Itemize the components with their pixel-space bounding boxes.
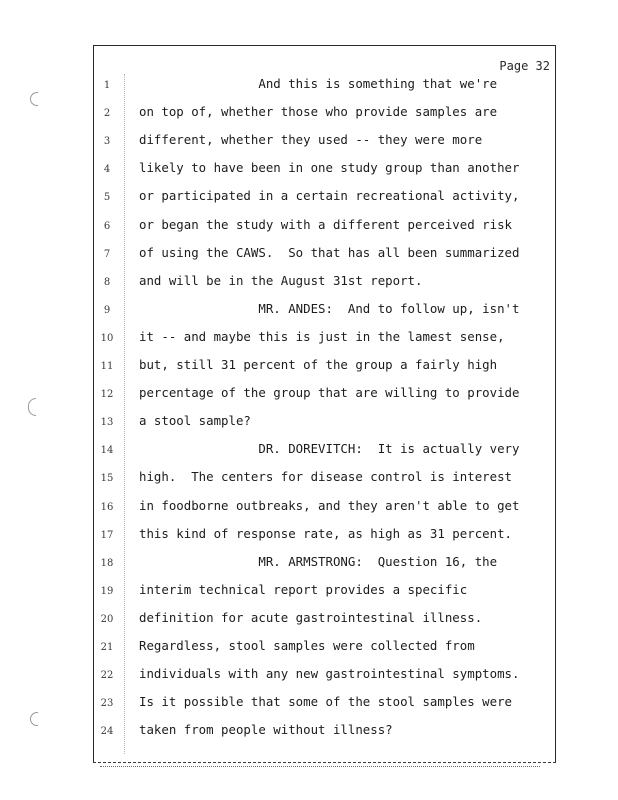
transcript-line bbox=[96, 525, 554, 553]
transcript-line bbox=[96, 75, 554, 103]
line-number: 22 bbox=[100, 670, 114, 682]
line-text: on top of, whether those who provide samples are bbox=[139, 104, 498, 120]
line-number: 20 bbox=[100, 613, 114, 625]
line-number: 3 bbox=[103, 136, 111, 148]
line-text: and will be in the August 31st report. bbox=[139, 272, 423, 288]
line-text: or participated in a certain recreational activity, bbox=[139, 188, 520, 204]
line-text: or began the study with a different perceived risk bbox=[139, 216, 512, 232]
transcript-line bbox=[96, 497, 554, 525]
punch-hole-bottom bbox=[30, 712, 38, 726]
line-number: 11 bbox=[100, 361, 114, 372]
line-number: 9 bbox=[103, 304, 111, 316]
page-bottom-rule bbox=[93, 762, 556, 763]
transcript-line bbox=[96, 159, 554, 187]
line-number: 8 bbox=[103, 276, 111, 288]
transcript-line bbox=[96, 581, 554, 609]
line-text: taken from people without illness? bbox=[139, 722, 393, 738]
line-text: Is it possible that some of the stool samples were bbox=[139, 694, 512, 710]
line-number: 13 bbox=[100, 417, 114, 429]
transcript-line bbox=[96, 665, 554, 693]
line-number: 7 bbox=[103, 248, 111, 260]
line-text: likely to have been in one study group than another bbox=[139, 160, 520, 176]
line-text: Regardless, stool samples were collected from bbox=[139, 638, 475, 653]
line-number: 5 bbox=[103, 192, 111, 204]
line-number: 19 bbox=[100, 585, 114, 597]
line-number: 24 bbox=[100, 726, 114, 738]
line-text: a stool sample? bbox=[139, 413, 251, 429]
transcript-line bbox=[96, 356, 554, 384]
transcript-line bbox=[96, 244, 554, 272]
line-number: 16 bbox=[100, 501, 114, 513]
line-number: 2 bbox=[103, 108, 111, 120]
line-text: MR. ARMSTRONG: Question 16, the bbox=[139, 553, 498, 569]
page-number: Page 32 bbox=[499, 59, 550, 73]
line-number: 14 bbox=[100, 445, 114, 457]
line-number: 17 bbox=[100, 529, 114, 541]
transcript-line bbox=[96, 721, 554, 749]
transcript-line bbox=[96, 553, 554, 581]
line-text: DR. DOREVITCH: It is actually very bbox=[139, 441, 520, 457]
line-number: 10 bbox=[100, 332, 114, 344]
transcript-line bbox=[96, 300, 554, 328]
transcript-line bbox=[96, 216, 554, 244]
transcript-line bbox=[96, 131, 554, 159]
punch-hole-middle bbox=[28, 398, 36, 416]
line-number: 21 bbox=[100, 642, 114, 653]
line-text: MR. ANDES: And to follow up, isn't bbox=[139, 300, 520, 316]
transcript-line bbox=[96, 328, 554, 356]
punch-hole-top bbox=[30, 92, 38, 106]
line-text: of using the CAWS. So that has all been summarized bbox=[139, 244, 520, 260]
line-text: in foodborne outbreaks, and they aren't able to get bbox=[139, 497, 520, 513]
transcript-line bbox=[96, 384, 554, 412]
line-number: 6 bbox=[103, 220, 111, 232]
line-text: but, still 31 percent of the group a fairly high bbox=[139, 357, 498, 372]
line-number: 18 bbox=[100, 557, 114, 569]
transcript-line bbox=[96, 693, 554, 721]
line-text: interim technical report provides a specific bbox=[139, 581, 468, 597]
line-number: 12 bbox=[100, 389, 114, 401]
line-text: And this is something that we're bbox=[139, 76, 498, 91]
page-bottom-rule-secondary bbox=[100, 766, 540, 767]
transcript-line bbox=[96, 440, 554, 468]
transcript-line bbox=[96, 187, 554, 215]
transcript-line bbox=[96, 272, 554, 300]
transcript-line bbox=[96, 609, 554, 637]
line-number: 1 bbox=[103, 80, 111, 91]
transcript-line bbox=[96, 468, 554, 496]
line-text: percentage of the group that are willing to provide bbox=[139, 385, 520, 401]
line-number: 4 bbox=[103, 164, 111, 176]
line-number: 23 bbox=[100, 698, 114, 710]
line-text: this kind of response rate, as high as 31 percent. bbox=[139, 525, 512, 541]
line-text: individuals with any new gastrointestinal symptoms. bbox=[139, 666, 520, 682]
transcript-line bbox=[96, 637, 554, 665]
line-text: different, whether they used -- they were more bbox=[139, 132, 483, 148]
transcript-line bbox=[96, 103, 554, 131]
line-text: definition for acute gastrointestinal illness. bbox=[139, 609, 483, 625]
line-text: it -- and maybe this is just in the lamest sense, bbox=[139, 328, 505, 344]
transcript-line bbox=[96, 412, 554, 440]
line-number: 15 bbox=[100, 473, 114, 485]
line-text: high. The centers for disease control is interest bbox=[139, 469, 512, 485]
